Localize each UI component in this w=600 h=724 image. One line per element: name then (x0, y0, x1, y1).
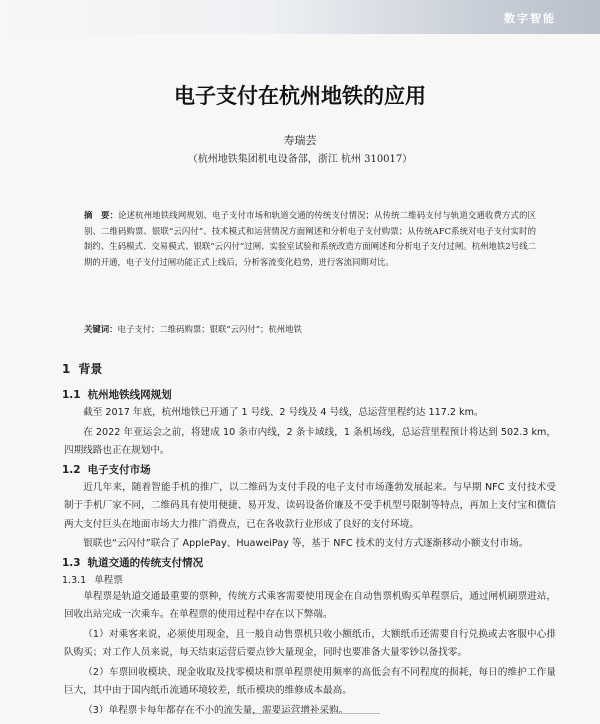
paragraph: 银联也“云闪付”联合了 ApplePay、HuaweiPay 等，基于 NFC 技术的支付方式逐渐移动小额支付市场。 (83, 538, 529, 549)
article-body (64, 360, 556, 721)
subsection-title: 电子支付市场 (87, 463, 151, 476)
section-number: 1 (62, 362, 71, 376)
subsection-number: 1.3 (62, 556, 81, 569)
paragraph: 单程票是轨道交通最重要的票种，传统方式乘客需要使用现金在自动售票机购买单程票后，通过闸机刷票进站，回收出站完成一次乘车。在单程票的使用过程中存在以下弊端。 (64, 590, 556, 620)
paragraph: （3）单程票卡每年都存在不小的流失量，需要运营增补采购。 (83, 704, 349, 716)
abstract (84, 208, 536, 270)
section-title: 背景 (78, 362, 103, 376)
article-author: 寿瑞芸 (283, 134, 317, 147)
keywords-label: 关键词： (84, 324, 118, 334)
paragraph: 在 2022 年亚运会之前，将建成 10 条市内线，2 条卡域线，1 条机场线，总运营里程预计将达到 502.3 km，四期线路也正在规划中。 (64, 426, 556, 456)
subsection-number: 1.1 (62, 389, 81, 401)
article-title: 电子支付在杭州地铁的应用 (174, 84, 426, 108)
subsection-heading (62, 462, 556, 477)
subsubsection-number: 1.3.1 (62, 574, 87, 586)
subsubsection-heading (62, 572, 556, 586)
keywords-text: 电子支付；二维码购票；银联“云闪付”；杭州地铁 (117, 324, 302, 334)
article-affiliation: （杭州地铁集团机电设备部，浙江 杭州 310017） (187, 154, 413, 165)
subsection-heading (62, 555, 556, 570)
paragraph: （1）对乘客来说，必须使用现金，且一般自动售票机只收小额纸币，大额纸币还需要自行兑换或去客服中心排队购买；对工作人员来说，每天结束运营后要点钞大量现金，同时也要准备大量零钞以备找零。 (64, 628, 556, 658)
paragraph: 截至 2017 年底，杭州地铁已开通了 1 号线、2 号线及 4 号线，总运营里程约达 117.2 km。 (83, 407, 484, 418)
subsection-title: 杭州地铁线网规划 (87, 389, 172, 401)
subsection-number: 1.2 (62, 463, 81, 476)
section-tag: 数字智能 (504, 12, 556, 25)
section-heading (62, 360, 556, 377)
abstract-text: 论述杭州地铁线网规划、电子支付市场和轨道交通的传统支付情况；从传统二维码支付与轨道交通收费方式的区别、二维码购票、银联“云闪付”、技术模式和运营情况方面阐述和分析电子支付购票；从传统AFC系统对电子支付实时的制约、生码模式、交易模式、银联“云闪付”过闸、实验室试验和系统改造方面阐述和分析电子支付过闸。杭州地铁2号线二期的开通，电子支付过闸功能正式上线后，分析客流变化趋势，进行客流同期对比。 (84, 210, 536, 267)
abstract-label: 摘 要： (84, 210, 119, 220)
paragraph: 近几年来，随着智能手机的推广，以二维码为支付手段的电子支付市场蓬勃发展起来。与早期 NFC 支付技术受制于手机厂家不同，二维码具有使用便捷、易开发、读码设备价廉及不受手机型号限制等特点，再加上支付宝和微信两大支付巨头在地面市场大力推广消费点，已在各收款行业形成了良好的支付环境。 (64, 481, 556, 530)
subsection-title: 轨道交通的传统支付情况 (87, 556, 204, 569)
subsection-heading (62, 387, 556, 402)
keywords (84, 322, 536, 336)
footer-divider (220, 713, 380, 724)
subsubsection-title: 单程票 (94, 574, 123, 586)
header-bar (0, 0, 600, 34)
paragraph: （2）车票回收模块、现金收取及找零模块和票单程票使用频率的高低会有不同程度的损耗，每日的维护工作量巨大，其中由于国内纸币流通环境较差，纸币模块的维修成本最高。 (64, 666, 556, 696)
